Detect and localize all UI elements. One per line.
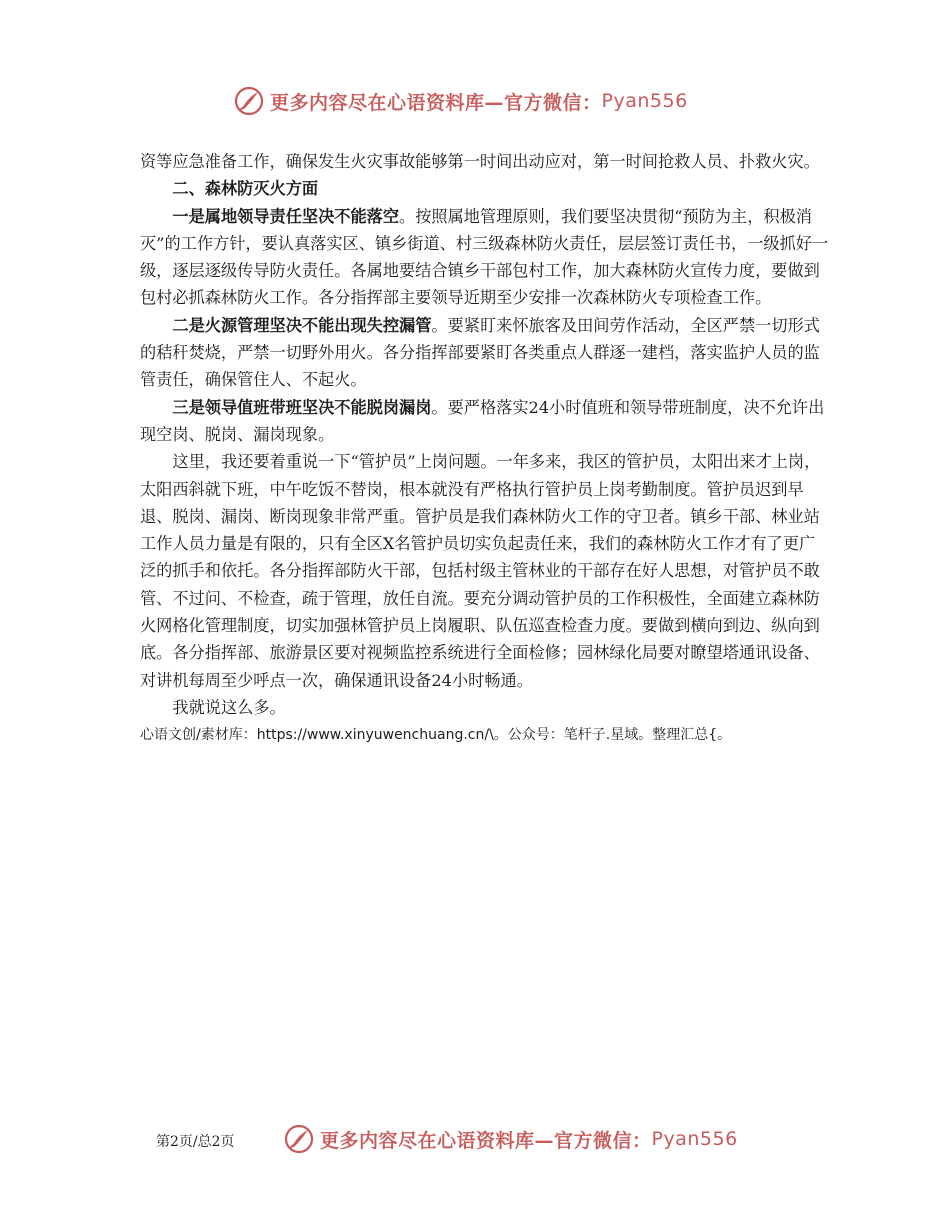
item-text-2: 。要紧盯来怀旅客及田间劳作活动，全区严禁一切形式的秸秆焚烧，严禁一切野外用火。各分指挥部要紧盯各类重点人群逐一建档，落实监护人员的监管责任，确保管住人、不起火。 <box>140 315 820 390</box>
paragraph-closing: 我就说这么多。 <box>172 697 286 717</box>
paragraph-continuation: 资等应急准备工作，确保发生火灾事故能够第一时间出动应对，第一时间抢救人员、扑救火灾。 <box>140 152 820 171</box>
paragraph-item-2 <box>140 312 830 394</box>
watermark-handle: Pyan556 <box>601 90 688 112</box>
item-lead-3: 三是领导值班带班坚决不能脱岗漏岗 <box>172 397 432 417</box>
paragraph-guardians: 这里，我还要着重说一下“管护员”上岗问题。一年多来，我区的管护员，太阳出来才上岗，太阳西斜就下班，中午吃饭不替岗，根本就没有严格执行管护员上岗考勤制度。管护员迟到早退、脱岗、漏岗、断岗现象非常严重。管护员是我们森林防火工作的守卫者。镇乡干部、林业站工作人员力量是有限的，只有全区X名管护员切实负起责任来，我们的森林防火工作才有了更广泛的抓手和依托。各分指挥部防火干部，包括村级主管林业的干部存在好人思想，对管护员不敢管、不过问、不检查，疏于管理，放任自流。要充分调动管护员的工作积极性，全面建立森林防火网格化管理制度，切实加强林管护员上岗履职、队伍巡查检查力度。要做到横向到边、纵向到底。各分指挥部、旅游景区要对视频监控系统进行全面检修；园林绿化局要对瞭望塔通讯设备、对讲机每周至少呼点一次，确保通讯设备24小时畅通。 <box>140 452 821 690</box>
section-heading: 二、森林防灭火方面 <box>172 179 319 199</box>
page-number: 第2页/总2页 <box>156 1134 235 1150</box>
source-line: 心语文创/素材库：https://www.xinyuwenchuang.cn/\。公众号：笔杆子.星域。整理汇总{。 <box>140 727 732 744</box>
watermark-text: 更多内容尽在心语资料库—官方微信： <box>320 1129 652 1152</box>
item-text-1: 。按照属地管理原则，我们要坚决贯彻“预防为主，积极消灭”的工作方针，要认真落实区、镇乡街道、村三级森林防火责任，层层签订责任书，一级抓好一级，逐层逐级传导防火责任。各属地要结合镇乡干部包村工作，加大森林防火宣传力度，要做到包村必抓森林防火工作。各分指挥部主要领导近期至少安排一次森林防火专项检查工作。 <box>140 206 829 308</box>
watermark-handle: Pyan556 <box>651 1128 738 1150</box>
paragraph-item-3 <box>140 394 830 449</box>
watermark-text: 更多内容尽在心语资料库—官方微信： <box>270 91 602 114</box>
quill-pen-logo-icon <box>234 86 264 116</box>
quill-pen-logo-icon <box>284 1124 314 1154</box>
footer-watermark <box>284 1124 738 1154</box>
item-text-3: 。要严格落实24小时值班和领导带班制度，决不允许出现空岗、脱岗、漏岗现象。 <box>140 397 825 444</box>
document-body <box>140 148 830 747</box>
item-lead-2: 二是火源管理坚决不能出现失控漏管 <box>172 315 432 335</box>
item-lead-1: 一是属地领导责任坚决不能落空 <box>172 206 400 226</box>
header-watermark <box>234 86 688 116</box>
paragraph-item-1 <box>140 203 830 312</box>
